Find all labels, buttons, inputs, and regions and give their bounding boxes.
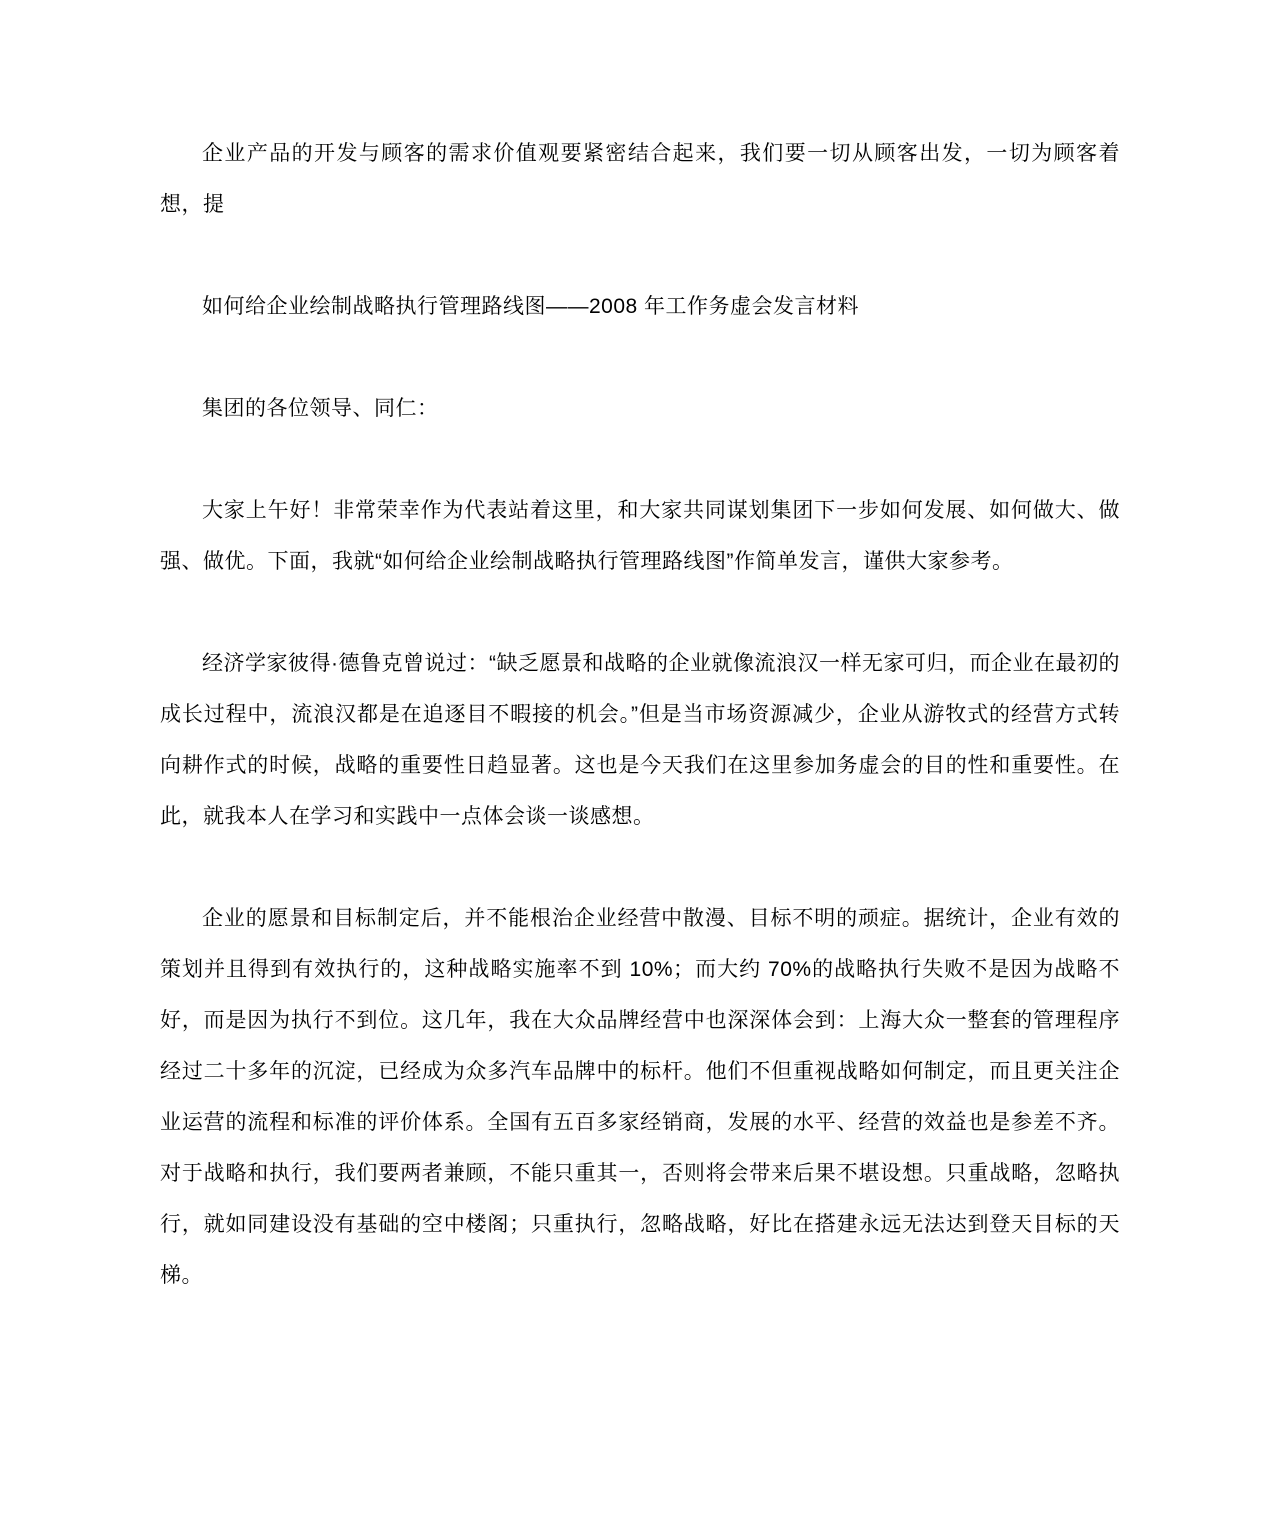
paragraph-intro-fragment: 企业产品的开发与顾客的需求价值观要紧密结合起来，我们要一切从顾客出发，一切为顾客着想，提 bbox=[160, 142, 1120, 216]
paragraph-drucker-quote: 经济学家彼得·德鲁克曾说过：“缺乏愿景和战略的企业就像流浪汉一样无家可归，而企业在最初的成长过程中，流浪汉都是在追逐目不暇接的机会。”但是当市场资源减少，企业从游牧式的经营方式转向耕作式的时候，战略的重要性日趋显著。这也是今天我们在这里参加务虚会的目的性和重要性。在此，就我本人在学习和实践中一点体会谈一谈感想。 bbox=[160, 652, 1120, 828]
document-title: 如何给企业绘制战略执行管理路线图——2008 年工作务虚会发言材料 bbox=[202, 295, 860, 318]
paragraph-greeting: 大家上午好！非常荣幸作为代表站着这里，和大家共同谋划集团下一步如何发展、如何做大、做强、做优。下面，我就“如何给企业绘制战略执行管理路线图”作简单发言，谨供大家参考。 bbox=[160, 499, 1120, 573]
paragraph-strategy-execution: 企业的愿景和目标制定后，并不能根治企业经营中散漫、目标不明的顽症。据统计，企业有效的策划并且得到有效执行的，这种战略实施率不到 10%；而大约 70%的战略执行失败不是因为战略不好，而是因为执行不到位。这几年，我在大众品牌经营中也深深体会到：上海大众一整套的管理程序经过二十多年的沉淀，已经成为众多汽车品牌中的标杆。他们不但重视战略如何制定，而且更关注企业运营的流程和标准的评价体系。全国有五百多家经销商，发展的水平、经营的效益也是参差不齐。对于战略和执行，我们要两者兼顾，不能只重其一，否则将会带来后果不堪设想。只重战略，忽略执行，就如同建设没有基础的空中楼阁；只重执行，忽略战略，好比在搭建永远无法达到登天目标的天梯。 bbox=[160, 907, 1120, 1287]
document-body bbox=[160, 128, 1120, 1301]
paragraph-salutation: 集团的各位领导、同仁： bbox=[202, 397, 439, 420]
